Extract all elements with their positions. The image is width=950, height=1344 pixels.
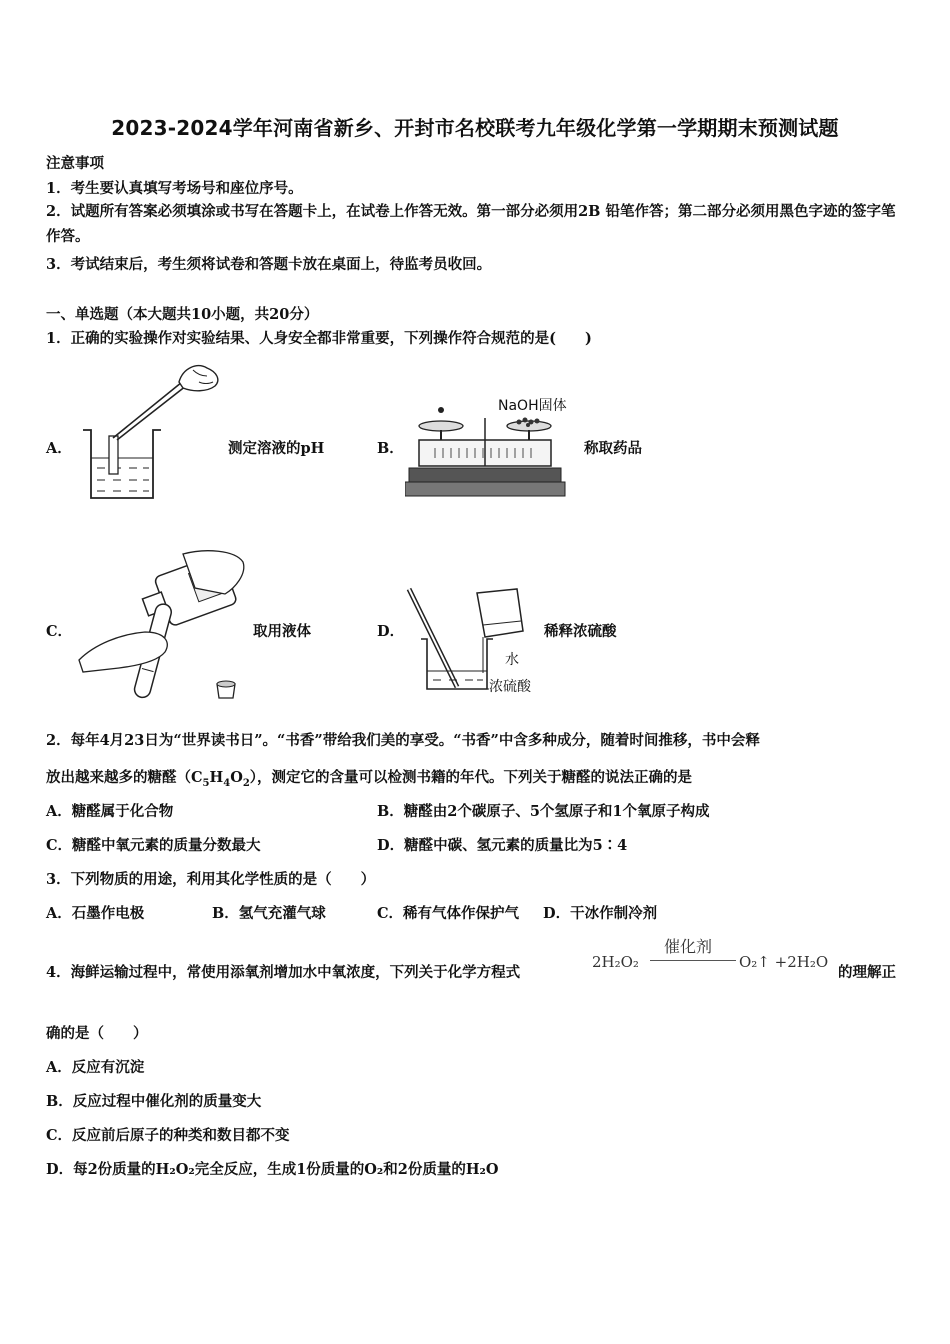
naoh-label: NaOH固体 bbox=[498, 398, 567, 414]
q4-stem-c: 确的是（ ） bbox=[46, 1025, 148, 1042]
q2-stem-line1: 2．每年4月23日为“世界读书日”。“书香”带给我们美的享受。“书香”中含多种成分，随着时间推移，书中会释 bbox=[46, 732, 760, 749]
equation-right: O₂↑ +2H₂O bbox=[739, 953, 829, 971]
q4-option-a: A．反应有沉淀 bbox=[46, 1059, 145, 1076]
pour-liquid-figure bbox=[75, 548, 250, 700]
q3-option-a: A．石墨作电极 bbox=[46, 905, 145, 922]
balance-figure bbox=[405, 392, 585, 502]
q1-option-a-caption: 测定溶液的pH bbox=[228, 440, 325, 457]
q3-option-b: B．氢气充灌气球 bbox=[212, 905, 326, 922]
q3-option-d: D．干冰作制冷剂 bbox=[543, 905, 658, 922]
q1-option-a-letter: A． bbox=[46, 440, 72, 457]
notice-item-3: 3．考试结束后，考生须将试卷和答题卡放在桌面上，待监考员收回。 bbox=[46, 256, 492, 273]
q1-option-c-letter: C． bbox=[46, 623, 73, 640]
q3-option-c: C．稀有气体作保护气 bbox=[377, 905, 520, 922]
notice-item-2: 2．试题所有答案必须填涂或书写在答题卡上，在试卷上作答无效。第一部分必须用2B 铅笔作答；第二部分必须用黑色字迹的签字笔作答。 bbox=[46, 203, 896, 245]
q2-option-b: B．糖醛由2个碳原子、5个氢原子和1个氧原子构成 bbox=[377, 803, 710, 820]
q2-option-c: C．糖醛中氧元素的质量分数最大 bbox=[46, 837, 261, 854]
q2-stem-line2: 放出越来越多的糖醛$(C_5H_4O_2)$，测定它的含量可以检测书籍的年代。下列关于糖醛的说法正确的是 bbox=[46, 769, 693, 789]
q1-option-c-caption: 取用液体 bbox=[253, 623, 311, 640]
q4-option-c: C．反应前后原子的种类和数目都不变 bbox=[46, 1127, 290, 1144]
q4-stem-b: 的理解正 bbox=[838, 964, 896, 981]
q2-option-a: A．糖醛属于化合物 bbox=[46, 803, 174, 820]
section-heading: 一、单选题（本大题共10小题，共20分） bbox=[46, 306, 319, 323]
dilute-acid-figure bbox=[405, 585, 545, 697]
notice-item-1: 1．考生要认真填写考场号和座位序号。 bbox=[46, 180, 303, 197]
q4-option-d: D．每2份质量的H₂O₂完全反应，生成1份质量的O₂和2份质量的H₂O bbox=[46, 1161, 499, 1178]
q1-option-d-caption: 稀释浓硫酸 bbox=[544, 623, 617, 640]
acid-label: 浓硫酸 bbox=[489, 679, 531, 695]
equation-arrow-line bbox=[650, 960, 736, 961]
q4-option-b: B．反应过程中催化剂的质量变大 bbox=[46, 1093, 262, 1110]
equation-catalyst: 催化剂 bbox=[664, 937, 713, 956]
q2-option-d: D．糖醛中碳、氢元素的质量比为5∶4 bbox=[377, 837, 628, 854]
notice-heading: 注意事项 bbox=[46, 155, 104, 172]
q1-stem: 1．正确的实验操作对实验结果、人身安全都非常重要，下列操作符合规范的是( ) bbox=[46, 330, 592, 347]
q3-stem: 3．下列物质的用途，利用其化学性质的是（ ） bbox=[46, 871, 376, 888]
water-label: 水 bbox=[505, 652, 519, 668]
q1-option-d-letter: D． bbox=[377, 623, 405, 640]
q1-option-b-caption: 称取药品 bbox=[584, 440, 642, 457]
ph-test-figure bbox=[75, 358, 225, 503]
q1-option-b-letter: B． bbox=[377, 440, 404, 457]
q4-stem-a: 4．海鲜运输过程中，常使用添氧剂增加水中氧浓度，下列关于化学方程式 bbox=[46, 964, 521, 981]
equation-left: 2H₂O₂ bbox=[592, 953, 639, 971]
page-title: 2023-2024学年河南省新乡、开封市名校联考九年级化学第一学期期末预测试题 bbox=[111, 116, 839, 140]
